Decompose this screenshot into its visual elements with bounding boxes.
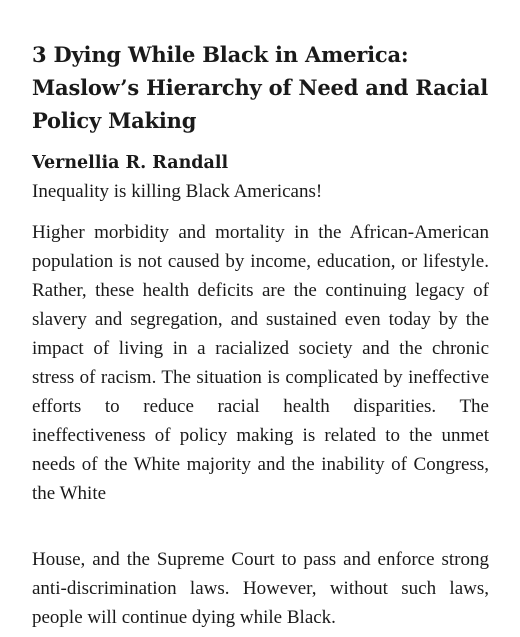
author-name: Vernellia R. Randall xyxy=(32,153,229,173)
body-paragraph-1: Higher morbidity and mortality in the African-American population is not caused by income, education, or lifestyle. Rather, these health deficits are the continuing legacy of slavery and segregation, and sustained even today by the impact of living in a racialized society and the chronic stress of racism. The situation is complicated by ineffective efforts to reduce racial health disparities. The ineffectiveness of policy making is related to the unmet needs of the White majority and the inability of Congress, the White xyxy=(32,222,489,504)
body-paragraph-2: House, and the Supreme Court to pass and enforce strong anti-discrimination laws. However, without such laws, people will continue dying while Black. xyxy=(32,549,489,628)
chapter-tagline: Inequality is killing Black Americans! xyxy=(32,181,323,202)
chapter-title: 3 Dying While Black in America: Maslow’s Hierarchy of Need and Racial Policy Making xyxy=(32,42,489,133)
